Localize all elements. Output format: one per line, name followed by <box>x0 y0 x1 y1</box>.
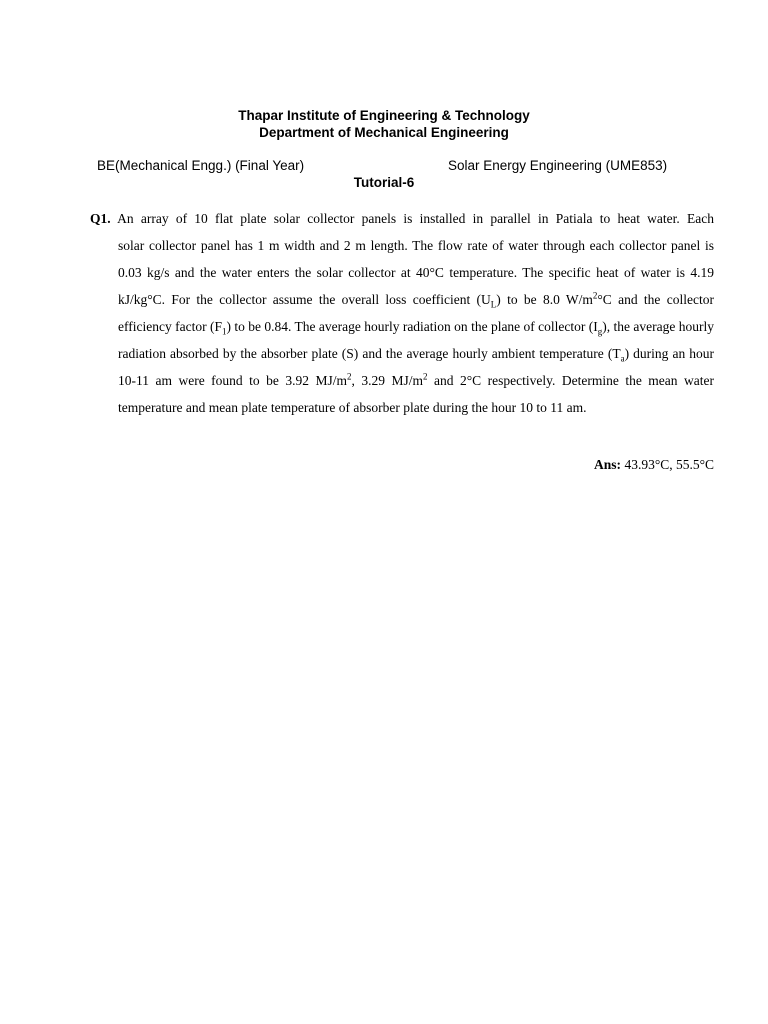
tutorial-title: Tutorial-6 <box>353 175 415 190</box>
subscript: 1 <box>221 326 227 337</box>
question-text: ), the average hourly radiation absorbed by the absorber plate (S) and the average hourly ambient temperature (T <box>118 319 714 361</box>
institute-name: Thapar Institute of Engineering & Technology <box>238 108 530 123</box>
answer-value: 43.93°C, 55.5°C <box>621 457 714 472</box>
question-block <box>90 205 714 421</box>
subscript: g <box>597 326 603 337</box>
question-text: and 2°C respectively. Determine the mean water temperature and mean plate temperature of absorber plate during the hour 10 to 11 am. <box>118 373 715 415</box>
subscript: a <box>620 353 625 364</box>
question-text: °C and the collector efficiency factor (F <box>118 292 714 334</box>
question-text: ) during an hour 10-11 am were found to be 3.92 MJ/m <box>118 346 715 388</box>
question-line-1: An array of 10 flat plate solar collector panels is installed in parallel in Patiala to heat water. Each <box>117 211 714 226</box>
superscript: 2 <box>592 290 598 301</box>
answer-line <box>594 455 714 475</box>
department-name: Department of Mechanical Engineering <box>259 125 509 140</box>
course-level: BE(Mechanical Engg.) (Final Year) <box>97 158 305 173</box>
question-text: solar collector panel has 1 m width and 2 m length. The flow rate of water through each collector panel is 0.03 kg/s and the water enters the solar collector at 40°C temperature. The specific heat of water is 4.19 kJ/kg°C. For the collector assume the overall loss coefficient (U <box>118 238 714 307</box>
superscript: 2 <box>423 371 428 382</box>
question-text: ) to be 8.0 W/m <box>496 292 593 307</box>
answer-label: Ans: <box>594 457 622 472</box>
subscript: L <box>490 299 497 310</box>
course-name: Solar Energy Engineering (UME853) <box>448 158 668 173</box>
question-body <box>90 232 714 421</box>
superscript: 2 <box>347 371 352 382</box>
question-text: ) to be 0.84. The average hourly radiation on the plane of collector (I <box>226 319 598 334</box>
question-number: Q1. <box>90 211 111 226</box>
question-first-line <box>90 205 714 232</box>
question-text: , 3.29 MJ/m <box>351 373 424 388</box>
